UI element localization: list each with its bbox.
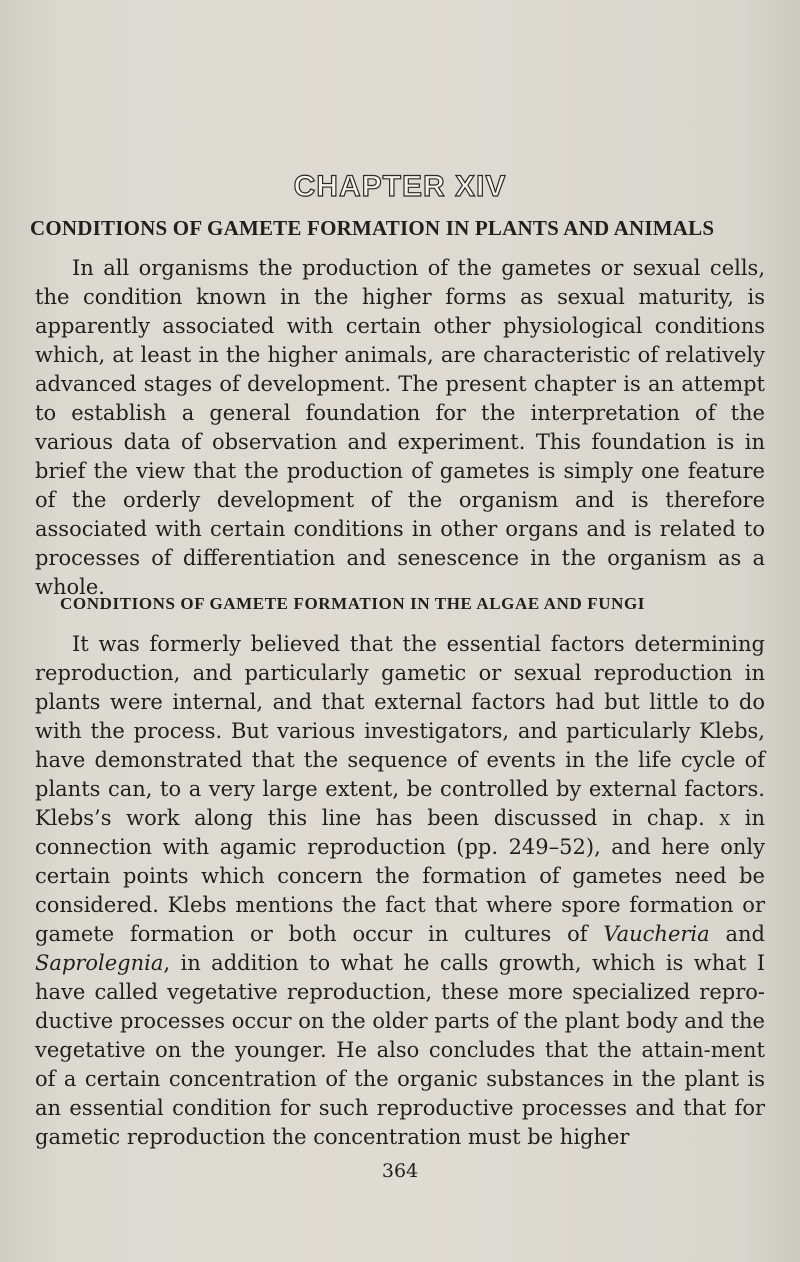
chapter-heading: CONDITIONS OF GAMETE FORMATION IN PLANTS AND ANIMALS: [30, 216, 715, 240]
genus-name-saprolegnia: Saprolegnia: [35, 951, 164, 975]
page-number: 364: [381, 1160, 419, 1182]
genus-name-vaucheria: Vaucheria: [603, 922, 710, 946]
section-paragraph-text: in connection with agamic reproduction (pp. 249–52), and here only certain points which concern the formation of gametes need be considered. Klebs mentions the fact that where spore formation or gamete formation or both occur in cultures of: [35, 806, 765, 946]
section-paragraph-text: and: [709, 922, 765, 946]
section-heading: CONDITIONS OF GAMETE FORMATION IN THE ALGAE AND FUNGI: [60, 594, 645, 613]
section-paragraph: [35, 630, 765, 1152]
intro-paragraph: In all organisms the production of the gametes or sexual cells, the condition known in the higher forms as sexual maturity, is apparently associated with certain other physiological conditions which, at least in the higher animals, are characteristic of relatively advanced stages of development. The present chapter is an attempt to establish a general foundation for the interpretation of the various data of observation and experiment. This foundation is in brief the view that the production of gametes is simply one feature of the orderly development of the organism and is therefore associated with certain conditions in other organs and is related to processes of differentiation and senescence in the organism as a whole.: [35, 256, 765, 599]
chapter-title: CHAPTER XIV: [293, 170, 507, 203]
section-paragraph-text: , in addition to what he calls growth, which is what I have called vegetative reproduction, these more specialized repro-ductive processes occur on the older parts of the plant body and the vegetative on the younger. He also concludes that the attain-ment of a certain concentration of the organic substances in the plant is an essential condition for such reproductive processes and that for gametic reproduction the concentration must be higher: [35, 951, 765, 1149]
section-paragraph-text: It was formerly believed that the essential factors determining reproduction, and particularly gametic or sexual reproduction in plants were internal, and that external factors had but little to do with the process. But various investigators, and particularly Klebs, have demonstrated that the sequence of events in the life cycle of plants can, to a very large extent, be controlled by external factors. Klebs’s work along this line has been discussed in chap.: [35, 632, 765, 830]
chapter-reference: x: [719, 806, 731, 830]
